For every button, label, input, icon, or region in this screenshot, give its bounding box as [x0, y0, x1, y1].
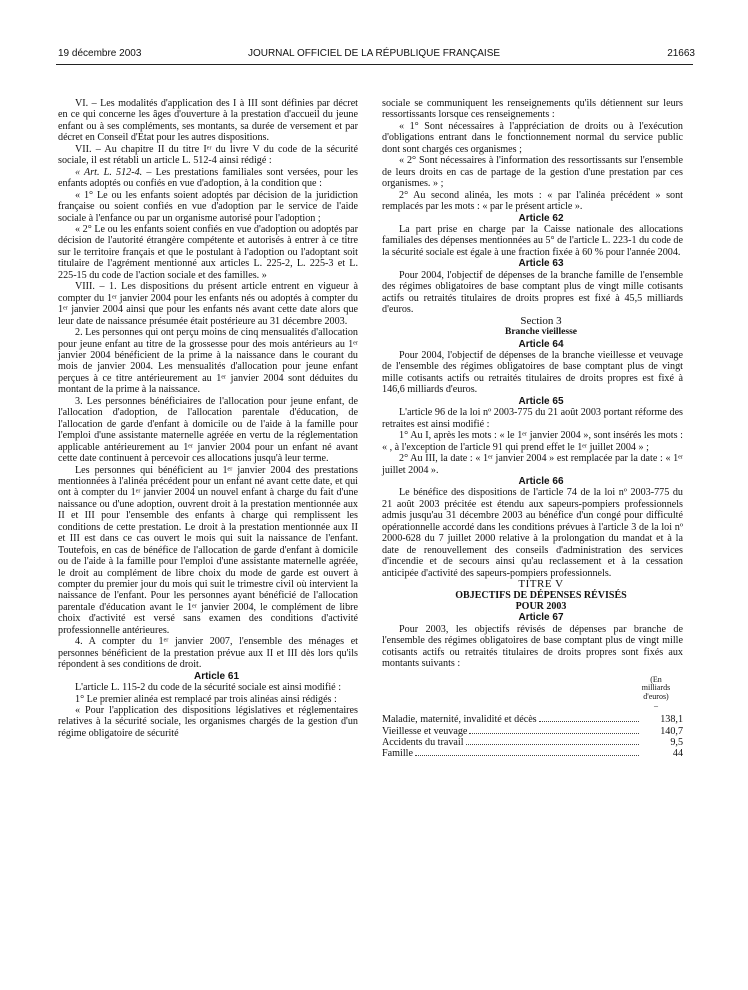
paragraph: « 2° Le ou les enfants soient confiés en vue d'adoption ou adoptés par décision de l'autorité étrangère compétente et autorisés à entrer à ce titre sur le territoire français et que le postulant à l'adoption ou l'adoptant soit titulaire de l'agrément mentionné aux articles L. 225-2, L. 225-3 et L. 225-15 du code de l'action sociale et des familles. »	[58, 223, 358, 281]
section-subheading: Branche vieillesse	[504, 327, 578, 338]
table-row-value: 138,1	[660, 714, 683, 726]
paragraph: 1° Le premier alinéa est remplacé par trois alinéas ainsi rédigés :	[75, 693, 337, 705]
table-row-value: 9,5	[670, 737, 683, 749]
table-row-value: 140,7	[660, 725, 683, 737]
dot-leader	[539, 721, 639, 722]
unit-label-line: d'euros)	[643, 691, 669, 701]
paragraph: Le bénéfice des dispositions de l'article 74 de la loi nº 2003-775 du 21 août 2003 précitée est étendu aux sapeurs-pompiers professionnels admis jusqu'au 31 décembre 2003 au bénéfice d'un congé pour difficulté opérationnelle accordé dans les conditions prévues à l'article 3 de la loi nº 2000-628 du 7 juillet 2000 relative à la prolongation du mandat et à la date de renouvellement des conseils d'administration des services d'incendie et de secours ainsi qu'au reclassement et à la cessation anticipée d'activité des sapeurs-pompiers professionnels.	[382, 487, 683, 579]
left-column	[58, 98, 358, 739]
paragraph: 3. Les personnes bénéficiaires de l'allocation pour jeune enfant, de l'allocation d'adoption, de l'allocation parentale d'éducation, de l'allocation de garde d'enfant à domicile ou de l'aide à la famille pour l'emploi d'une assistante maternelle agréée en vertu de la réglementation applicable antérieurement au 1ᵉʳ janvier 2004 pour un enfant né avant cette date continuent à percevoir ces allocations jusqu'à leur terme.	[58, 395, 358, 465]
paragraph: L'article 96 de la loi nº 2003-775 du 21 août 2003 portant réforme des retraites est ainsi modifié :	[382, 407, 683, 430]
paragraph: La part prise en charge par la Caisse nationale des allocations familiales des dépenses mentionnées au 5° de l'article L. 223-1 du code de la sécurité sociale est égale à une fraction fixée à 60 % pour l'année 2004.	[382, 223, 683, 258]
right-column	[382, 98, 683, 760]
paragraph: VIII. – 1. Les dispositions du présent article entrent en vigueur à compter du 1ᵉʳ janvier 2004 pour les enfants nés ou adoptés à compter du 1ᵉʳ janvier 2004 ainsi que pour les enfants nés avant cette date alors que leur date de naissance présumée était postérieure au 31 décembre 2003.	[58, 281, 358, 327]
paragraph: 4. A compter du 1ᵉʳ janvier 2007, l'ensemble des ménages et personnes bénéficient de la prestation prévue aux II et III dès lors qu'ils répondent à ses conditions de droit.	[58, 636, 358, 671]
article-65-heading: Article 65	[518, 395, 564, 407]
paragraph: 2. Les personnes qui ont perçu moins de cinq mensualités d'allocation pour jeune enfant au titre de la grossesse pour des mois antérieurs au 1ᵉʳ janvier 2004 bénéficient de la prime à la naissance dans le courant du mois de janvier 2004. Les mensualités d'allocation pour jeune enfant perçues à ce titre antérieurement au 1ᵉʳ janvier 2004 sont déduites du montant de la prime à la naissance.	[58, 327, 358, 396]
table-row	[382, 748, 683, 759]
paragraph: « 1° Le ou les enfants soient adoptés par décision de la juridiction française ou soient confiés en vue d'adoption par le service de l'aide sociale à l'enfance ou par un organisme autorisé pour l'adoption ;	[58, 189, 358, 224]
titre-heading: TITRE V	[518, 578, 564, 591]
header-page-number: 21663	[667, 48, 695, 59]
unit-label	[382, 676, 678, 710]
paragraph: Les personnes qui bénéficient au 1ᵉʳ janvier 2004 des prestations mentionnées à l'alinéa précédent pour un enfant né avant cette date, et qui ont à compter du 1ᵉʳ janvier 2004 un nouvel enfant à charge du fait d'une naissance ou d'une adoption, ouvrent droit à la prestation mentionnée aux II et III pour l'ensemble des enfants à charge qui remplissent les conditions de cette prestation. Le droit à la prestation mentionnée aux II et III est dans ce cas ouvert le mois qui suit la naissance de l'enfant. Toutefois, en cas de bénéfice de l'allocation de garde d'enfant à domicile ou de l'aide à la famille pour l'emploi d'une assistante maternelle agréée, le droit au complément de libre choix du mode de garde est ouvert à compter du premier jour du mois qui suit le trimestre civil où intervient la naissance de l'enfant. Pour les personnes ayant bénéficié de l'allocation parentale d'éducation avant le 1ᵉʳ janvier 2004, le complément de libre choix d'activité est versé sans examen des conditions d'activité professionnelle antérieures.	[58, 464, 358, 636]
article-62-heading: Article 62	[518, 212, 564, 224]
article-66-heading: Article 66	[518, 475, 564, 487]
paragraph-text: – Les prestations familiales sont versées, pour les enfants adoptés ou confiés en vue d'adoption, à la condition que :	[58, 166, 358, 190]
paragraph: sociale se communiquent les renseignements qu'ils détiennent sur leurs ressortissants lorsque ces renseignements :	[382, 98, 683, 121]
table-row	[382, 726, 683, 737]
paragraph: 2° Au III, la date : « 1ᵉʳ janvier 2004 » est remplacée par la date : « 1ᵉʳ juillet 2004 ».	[382, 453, 683, 476]
table-row	[382, 737, 683, 748]
paragraph: VII. – Au chapitre II du titre Iᵉʳ du livre V du code de la sécurité sociale, il est rétabli un article L. 512-4 ainsi rédigé :	[58, 143, 358, 167]
table-row-label: Famille	[382, 748, 413, 760]
table-row-value: 44	[672, 748, 683, 760]
dot-leader	[466, 744, 639, 745]
header-journal-title: JOURNAL OFFICIEL DE LA RÉPUBLIQUE FRANÇAISE	[247, 48, 501, 59]
paragraph: Pour 2004, l'objectif de dépenses de la branche famille de l'ensemble des régimes obligatoires de base comptant plus de vingt mille cotisants actifs ou retraités titulaires de droits propres est fixé à 45,5 milliards d'euros.	[382, 269, 683, 316]
paragraph: « 1° Sont nécessaires à l'appréciation de droits ou à l'exécution d'obligations entrant dans le fonctionnement normal du service public dont sont chargés ces organismes ;	[382, 120, 683, 155]
paragraph: Pour 2004, l'objectif de dépenses de la branche vieillesse et veuvage de l'ensemble des régimes obligatoires de base comptant plus de vingt mille cotisants actifs ou retraités titulaires de droits propres est fixé à 146,6 milliards d'euros.	[382, 349, 683, 396]
unit-label-line: (En	[650, 674, 662, 684]
paragraph: 2° Au second alinéa, les mots : « par l'alinéa précédent » sont remplacés par les mots : « par le présent article ».	[382, 189, 683, 213]
titre-subheading: OBJECTIFS DE DÉPENSES RÉVISÉS	[455, 590, 627, 602]
header-rule	[56, 64, 693, 65]
objectives-table	[382, 714, 683, 760]
paragraph: « 2° Sont nécessaires à l'information des ressortissants sur l'ensemble de leurs droits en cas de partage de la gestion d'une prestation par ces organismes. » ;	[382, 155, 683, 190]
table-row	[382, 714, 683, 725]
article-reference: « Art. L. 512-4.	[75, 166, 143, 178]
article-63-heading: Article 63	[518, 258, 564, 270]
table-row-label: Maladie, maternité, invalidité et décès	[382, 714, 537, 726]
article-61-heading: Article 61	[193, 670, 240, 682]
unit-label-line: –	[654, 700, 658, 710]
table-row-label: Accidents du travail	[382, 737, 464, 749]
table-row-label: Vieillesse et veuvage	[382, 725, 468, 737]
section-heading: Section 3	[520, 314, 562, 327]
paragraph: VI. – Les modalités d'application des I à III sont définies par décret en ce qui concerne les âges d'ouverture à la prestation d'accueil du jeune enfant ou à ses compléments, ses montants, sa durée de versement et par décret en Conseil d'Etat pour les autres dispositions.	[58, 98, 358, 144]
titre-subheading-year: POUR 2003	[515, 601, 567, 613]
paragraph: 1° Au I, après les mots : « le 1ᵉʳ janvier 2004 », sont insérés les mots : « , à l'exception de l'article 91 qui prend effet le 1ᵉʳ juillet 2004 » ;	[382, 430, 683, 453]
paragraph	[58, 167, 358, 190]
article-67-heading: Article 67	[518, 612, 564, 624]
dot-leader	[469, 733, 639, 734]
paragraph: L'article L. 115-2 du code de la sécurité sociale est ainsi modifié :	[75, 682, 342, 694]
unit-label-line: milliards	[641, 683, 671, 693]
paragraph: « Pour l'application des dispositions législatives et réglementaires relatives à la sécurité sociale, les organismes chargés de la gestion d'un régime obligatoire de sécurité	[58, 705, 358, 739]
article-64-heading: Article 64	[518, 338, 564, 350]
dot-leader	[415, 755, 639, 756]
header-date: 19 décembre 2003	[58, 48, 142, 59]
paragraph: Pour 2003, les objectifs révisés de dépenses par branche de l'ensemble des régimes obligatoires de base comptant plus de vingt mille cotisants actifs ou retraités titulaires de droits propres sont fixés aux montants suivants :	[382, 623, 683, 670]
